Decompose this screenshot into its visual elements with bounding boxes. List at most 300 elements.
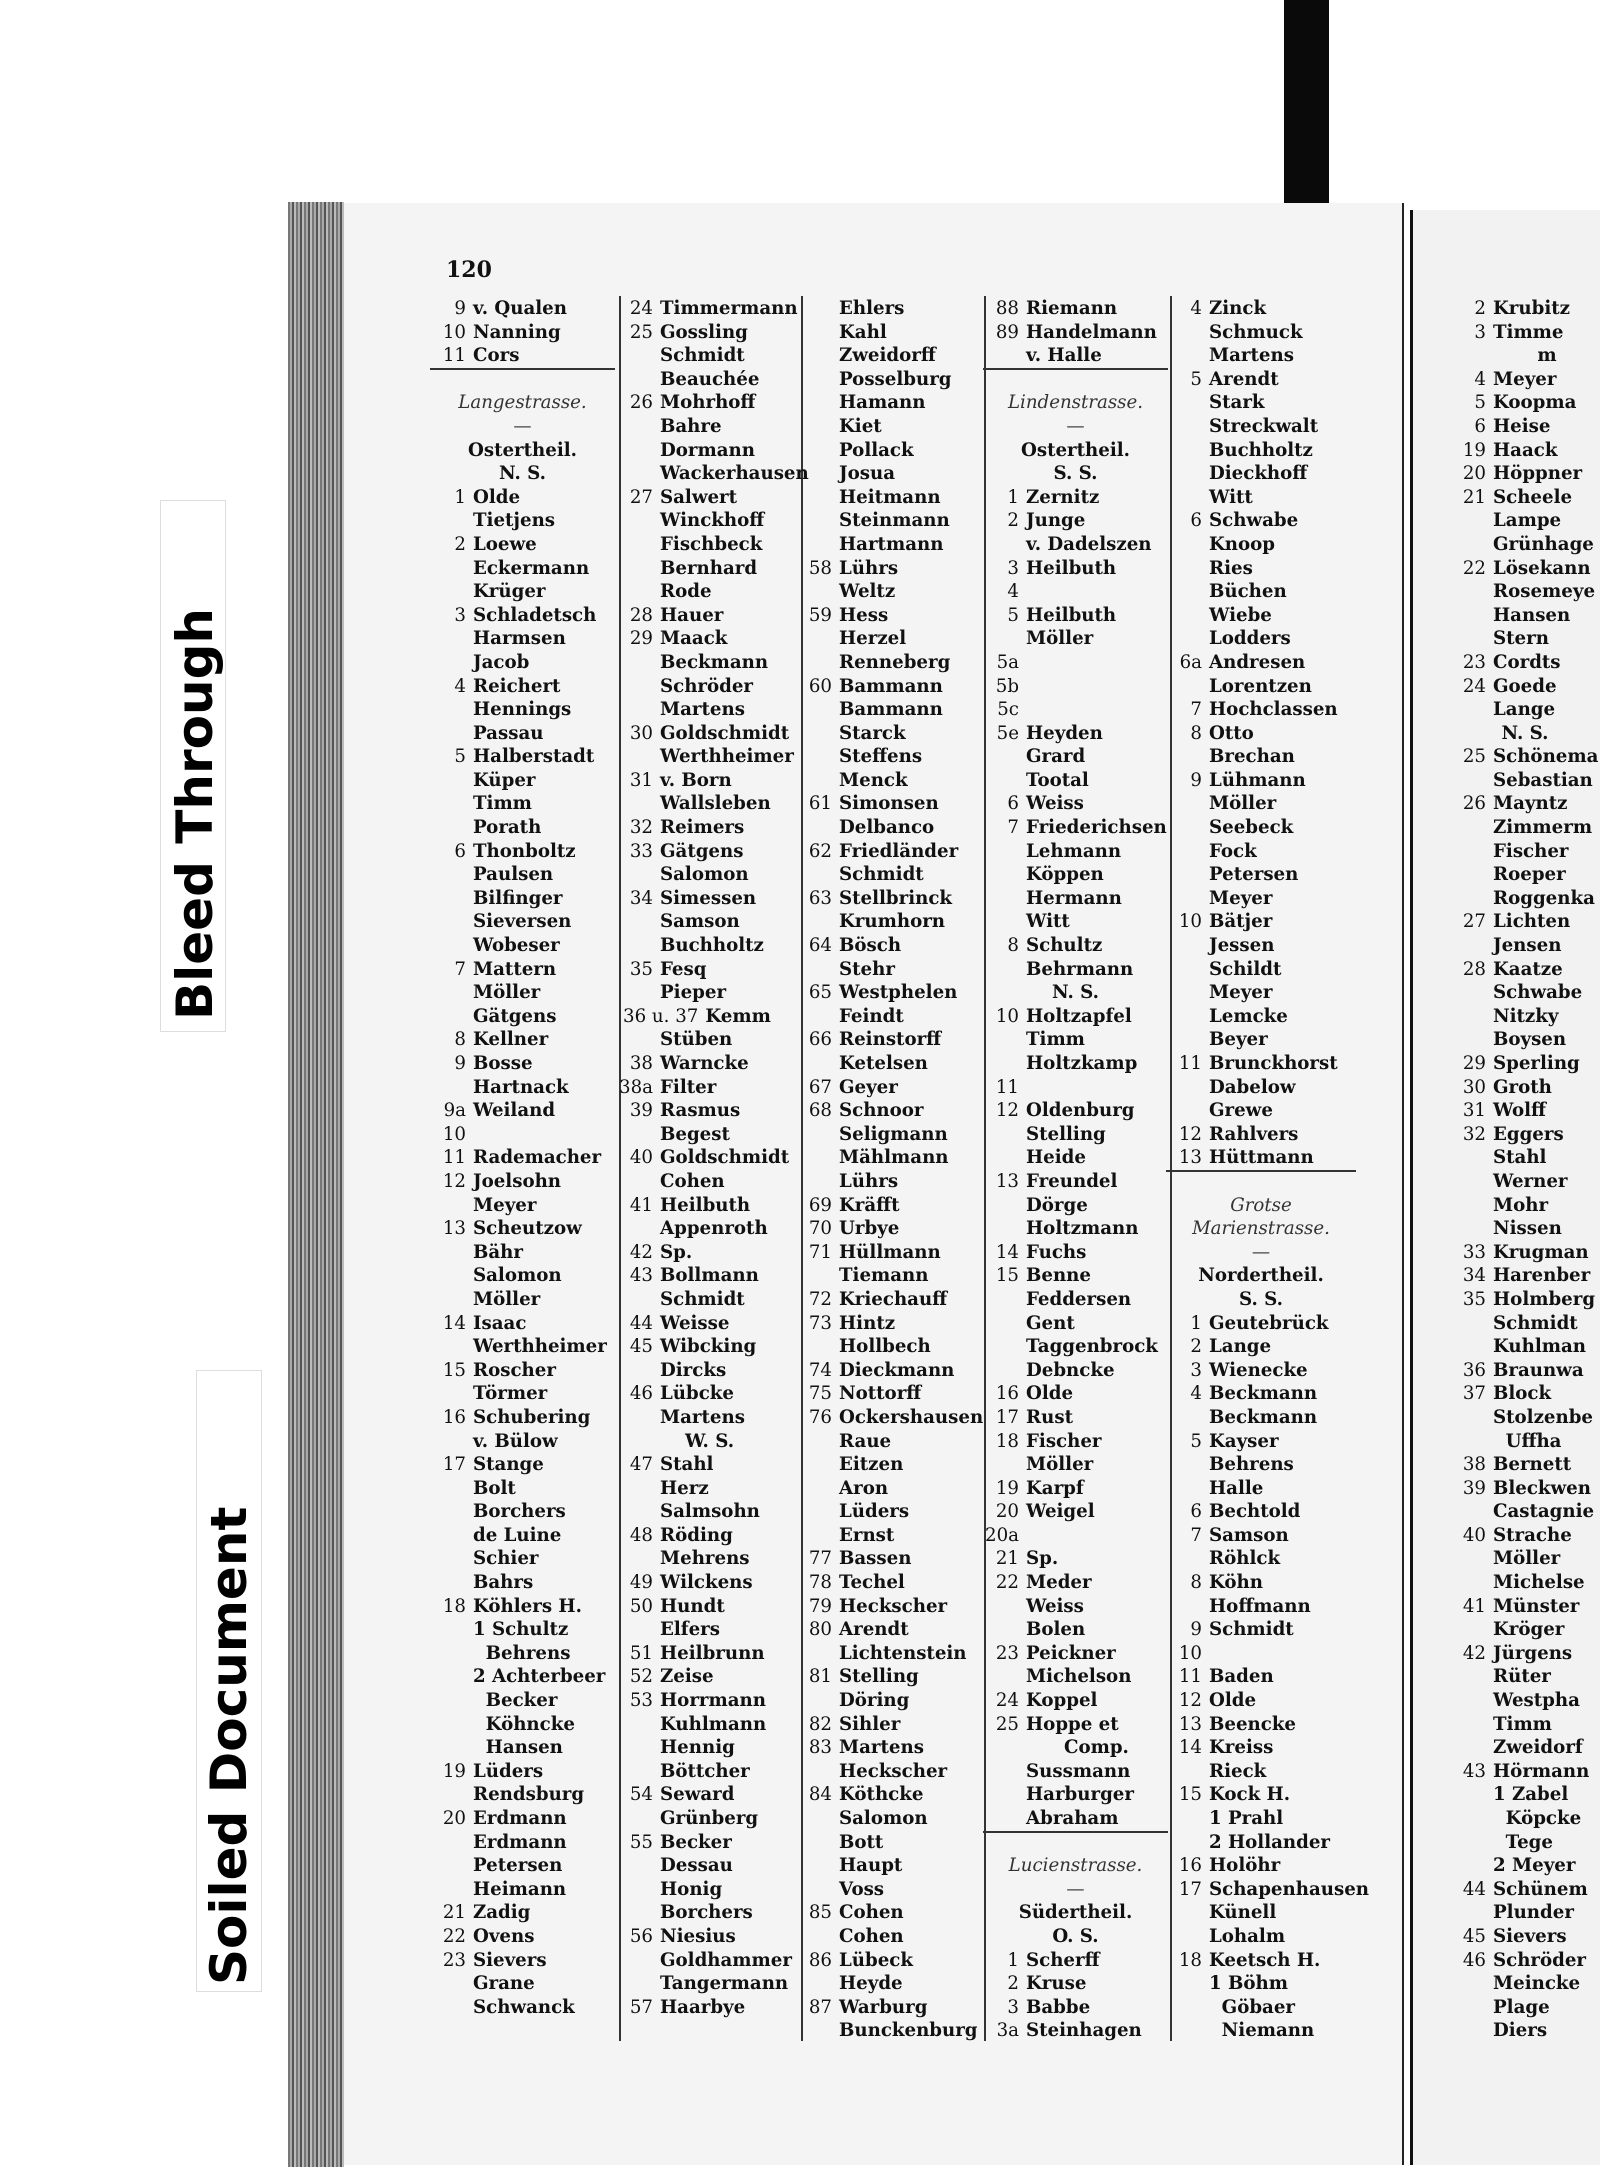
resident-name: Schröder: [1493, 1949, 1587, 1971]
house-number: 23: [995, 1642, 1019, 1664]
resident-name: Cohen: [839, 1902, 904, 1924]
resident-name: Eitzen: [839, 1454, 904, 1476]
directory-entry: [430, 1736, 615, 1760]
resident-name: Kuhlmann: [660, 1713, 767, 1735]
directory-entry: [983, 1335, 1168, 1359]
resident-name: Martens: [1209, 345, 1294, 367]
directory-entry: [796, 1996, 981, 2020]
resident-name: 2 Hollander: [1209, 1831, 1330, 1853]
directory-entry: [1450, 1524, 1600, 1548]
resident-name: Jürgens: [1493, 1642, 1573, 1664]
directory-entry: [617, 1005, 802, 1029]
resident-name: Behrens: [473, 1642, 571, 1664]
resident-name: v. Bülow: [473, 1430, 558, 1452]
resident-name: Hörmann: [1493, 1760, 1590, 1782]
house-number: 24: [1462, 675, 1486, 697]
resident-name: Fischbeck: [660, 533, 763, 555]
directory-entry: [617, 1500, 802, 1524]
resident-name: Rust: [1026, 1406, 1073, 1428]
directory-entry: [796, 745, 981, 769]
house-number: 10: [442, 321, 466, 343]
section-rule: [983, 368, 1168, 392]
directory-entry: [617, 958, 802, 982]
resident-name: Seward: [660, 1784, 735, 1806]
resident-name: Petersen: [1209, 864, 1299, 886]
directory-entry: [430, 1760, 615, 1784]
directory-entry: [617, 675, 802, 699]
directory-entry: [1450, 1878, 1600, 1902]
directory-entry: [1166, 1807, 1356, 1831]
directory-entry: [1166, 1146, 1356, 1170]
directory-entry: [983, 580, 1168, 604]
directory-entry: [796, 1359, 981, 1383]
resident-name: Fesq: [660, 958, 707, 980]
resident-name: Weltz: [839, 581, 896, 603]
resident-name: Bahre: [660, 415, 722, 437]
section-rule: [1166, 1170, 1356, 1194]
directory-entry: [983, 1099, 1168, 1123]
directory-entry: [430, 675, 615, 699]
resident-name: Starck: [839, 722, 906, 744]
directory-entry: [1166, 651, 1356, 675]
resident-name: Büchen: [1209, 581, 1287, 603]
house-number: 81: [808, 1666, 832, 1688]
resident-name: Schwabe: [1209, 510, 1299, 532]
house-number: 5: [1190, 1430, 1202, 1452]
house-number: 46: [629, 1383, 653, 1405]
resident-name: Bott: [839, 1831, 884, 1853]
resident-name: Weisse: [660, 1312, 730, 1334]
house-number: 18: [442, 1595, 466, 1617]
resident-name: Heilbrunn: [660, 1642, 765, 1664]
resident-name: Porath: [473, 817, 542, 839]
resident-name: Lühmann: [1209, 769, 1306, 791]
resident-name: Samson: [1209, 1524, 1289, 1546]
resident-name: Heilbuth: [1026, 604, 1117, 626]
house-number: 10: [1178, 1642, 1202, 1664]
resident-name: Heyden: [1026, 722, 1103, 744]
directory-entry: [1450, 1194, 1600, 1218]
directory-entry: [1166, 698, 1356, 722]
resident-name: Bolt: [473, 1477, 516, 1499]
directory-entry: [1450, 297, 1600, 321]
directory-entry: [983, 769, 1168, 793]
directory-entry: [1450, 840, 1600, 864]
house-number: 6: [454, 840, 466, 862]
directory-entry: [1450, 1312, 1600, 1336]
directory-entry: [430, 981, 615, 1005]
directory-entry: [983, 1430, 1168, 1454]
resident-name: Kellner: [473, 1029, 549, 1051]
directory-entry: [1450, 1382, 1600, 1406]
directory-entry: [1450, 887, 1600, 911]
directory-entry: [430, 1689, 615, 1713]
house-number: 25: [995, 1713, 1019, 1735]
resident-name: Wallsleben: [660, 793, 771, 815]
resident-name: Thonboltz: [473, 840, 576, 862]
resident-name: Fuchs: [1026, 1241, 1087, 1263]
resident-name: Schmidt: [1209, 1619, 1294, 1641]
directory-entry: [1450, 792, 1600, 816]
resident-name: Scheele: [1493, 486, 1573, 508]
resident-name: Diers: [1493, 2020, 1548, 2042]
directory-entry: [1450, 1713, 1600, 1737]
directory-entry: [983, 297, 1168, 321]
directory-entry: [1450, 745, 1600, 769]
directory-entry: [983, 745, 1168, 769]
house-number: 39: [1462, 1477, 1486, 1499]
directory-entry: [1450, 1642, 1600, 1666]
house-number: 5b: [995, 675, 1019, 697]
directory-entry: [617, 1571, 802, 1595]
directory-entry: [617, 1736, 802, 1760]
directory-entry: [1450, 1665, 1600, 1689]
resident-name: de Luine: [473, 1524, 562, 1546]
resident-name: Nottorff: [839, 1383, 922, 1405]
directory-entry: [430, 1713, 615, 1737]
street-heading: Lindenstrasse.: [1007, 392, 1144, 414]
directory-entry: [983, 1194, 1168, 1218]
resident-name: Rendsburg: [473, 1784, 585, 1806]
directory-entry: [430, 887, 615, 911]
directory-entry: [1450, 1453, 1600, 1477]
resident-name: Olde: [1026, 1383, 1074, 1405]
resident-name: Friederichsen: [1026, 817, 1167, 839]
resident-name: Krüger: [473, 581, 546, 603]
house-number: 60: [808, 675, 832, 697]
resident-name: Kahl: [839, 321, 887, 343]
resident-name: Zweidorff: [839, 345, 936, 367]
resident-name: Hansen: [473, 1737, 563, 1759]
house-number: 75: [808, 1383, 832, 1405]
resident-name: Rüter: [1493, 1666, 1551, 1688]
directory-entry: [1450, 1288, 1600, 1312]
resident-name: Lemcke: [1209, 1005, 1288, 1027]
resident-name: v. Dadelszen: [1026, 533, 1152, 555]
directory-entry: [430, 486, 615, 510]
house-number: 38a: [619, 1076, 653, 1098]
directory-entry: [617, 344, 802, 368]
resident-name: Rieck: [1209, 1760, 1267, 1782]
resident-name: Schmidt: [1493, 1312, 1578, 1334]
resident-name: Stüben: [660, 1029, 733, 1051]
directory-entry: [1166, 1312, 1356, 1336]
resident-name: Benne: [1026, 1265, 1091, 1287]
resident-name: Schier: [473, 1548, 539, 1570]
resident-name: Schapenhausen: [1209, 1878, 1369, 1900]
resident-name: Feindt: [839, 1005, 904, 1027]
house-number: 29: [1462, 1053, 1486, 1074]
house-number: 5e: [996, 722, 1019, 744]
directory-entry: [617, 1123, 802, 1147]
directory-entry: [430, 863, 615, 887]
house-number: 7: [454, 958, 466, 980]
directory-entry: [430, 1783, 615, 1807]
directory-entry: [430, 792, 615, 816]
resident-name: Halle: [1209, 1477, 1264, 1499]
house-number: 84: [808, 1784, 832, 1806]
resident-name: Mehrens: [660, 1548, 750, 1570]
resident-name: Westphelen: [839, 982, 958, 1004]
directory-entry: [1166, 1359, 1356, 1383]
house-number: 31: [1462, 1100, 1486, 1122]
resident-name: Halberstadt: [473, 746, 595, 768]
house-number: 89: [995, 321, 1019, 343]
resident-name: Lüders: [473, 1760, 544, 1782]
directory-entry: [983, 1996, 1168, 2020]
directory-entry: [1450, 344, 1600, 368]
resident-name: Hoffmann: [1209, 1595, 1311, 1617]
directory-entry: [430, 698, 615, 722]
resident-name: Böttcher: [660, 1760, 750, 1782]
section-label: S. S.: [1239, 1288, 1283, 1310]
resident-name: Jensen: [1493, 935, 1562, 957]
resident-name: Heimann: [473, 1878, 567, 1900]
resident-name: Holtzkamp: [1026, 1053, 1138, 1074]
resident-name: Jessen: [1209, 935, 1275, 957]
resident-name: Schwanck: [473, 1996, 575, 2018]
resident-name: Feddersen: [1026, 1288, 1132, 1310]
directory-entry: [430, 1241, 615, 1265]
house-number: 3: [1474, 321, 1486, 343]
house-number: 64: [808, 935, 832, 957]
resident-name: Steffens: [839, 746, 923, 768]
house-number: 61: [808, 793, 832, 815]
house-number: 71: [808, 1241, 832, 1263]
directory-entry: [796, 580, 981, 604]
resident-name: Meder: [1026, 1572, 1092, 1594]
directory-entry: [983, 698, 1168, 722]
house-number: 17: [442, 1454, 466, 1476]
directory-entry: [430, 1901, 615, 1925]
directory-entry: [796, 1949, 981, 1973]
house-number: 8: [1190, 722, 1202, 744]
house-number: 9: [454, 298, 466, 319]
resident-name: Kräfft: [839, 1194, 900, 1216]
directory-entry: [796, 1547, 981, 1571]
directory-entry: [617, 557, 802, 581]
directory-entry: [430, 1217, 615, 1241]
house-number: 10: [995, 1005, 1019, 1027]
resident-name: Heilbuth: [1026, 557, 1117, 579]
directory-entry: [1450, 627, 1600, 651]
directory-entry: [1166, 1901, 1356, 1925]
resident-name: Röding: [660, 1524, 733, 1546]
resident-name: Cohen: [660, 1170, 725, 1192]
resident-name: Küper: [473, 769, 536, 791]
house-number: 2: [1007, 1973, 1019, 1995]
resident-name: Meincke: [1493, 1973, 1581, 1995]
directory-entry: [1166, 1760, 1356, 1784]
house-number: 16: [442, 1406, 466, 1428]
resident-name: Maack: [660, 628, 728, 650]
directory-entry: [430, 297, 615, 321]
house-number: 44: [629, 1312, 653, 1334]
directory-entry: [1166, 1028, 1356, 1052]
resident-name: Plunder: [1493, 1902, 1574, 1924]
directory-entry: [1166, 1052, 1356, 1076]
resident-name: Zinck: [1209, 298, 1267, 319]
directory-entry: [983, 722, 1168, 746]
resident-name: Urbye: [839, 1218, 900, 1240]
resident-name: Heitmann: [839, 486, 941, 508]
directory-entry: [430, 722, 615, 746]
directory-entry: [1450, 1146, 1600, 1170]
house-number: 15: [442, 1359, 466, 1381]
directory-entry: [796, 958, 981, 982]
directory-entry: [430, 557, 615, 581]
directory-entry: [1450, 1901, 1600, 1925]
resident-name: Hochclassen: [1209, 699, 1338, 721]
directory-entry: [796, 1028, 981, 1052]
house-number: 47: [629, 1454, 653, 1476]
house-number: 48: [629, 1524, 653, 1546]
directory-entry: [1166, 958, 1356, 982]
house-number: 78: [808, 1572, 832, 1594]
resident-name: Bosse: [473, 1053, 533, 1074]
resident-name: Westpha: [1493, 1690, 1580, 1712]
directory-entry: [983, 934, 1168, 958]
resident-name: Winckhoff: [660, 510, 765, 532]
resident-name: Heide: [1026, 1147, 1086, 1169]
directory-entry: [617, 321, 802, 345]
directory-entry: [983, 1477, 1168, 1501]
directory-entry: [430, 1028, 615, 1052]
resident-name: Künell: [1209, 1902, 1277, 1924]
resident-name: Martens: [660, 699, 745, 721]
house-number: 16: [1178, 1855, 1202, 1877]
house-number: 46: [1462, 1949, 1486, 1971]
directory-entry: [1450, 651, 1600, 675]
resident-name: Arendt: [1209, 368, 1279, 390]
directory-entry: [1166, 391, 1356, 415]
resident-name: Ehlers: [839, 298, 905, 319]
resident-name: Harenber: [1493, 1265, 1591, 1287]
resident-name: Rahlvers: [1209, 1123, 1299, 1145]
resident-name: Köppen: [1026, 864, 1104, 886]
house-number: 14: [995, 1241, 1019, 1263]
resident-name: Schröder: [660, 675, 754, 697]
directory-entry: [617, 769, 802, 793]
directory-entry: [1166, 1925, 1356, 1949]
resident-name: Uffha: [1493, 1430, 1562, 1452]
directory-entry: [617, 934, 802, 958]
resident-name: Plage: [1493, 1996, 1550, 2018]
resident-name: Stark: [1209, 392, 1265, 414]
house-number: 35: [1462, 1288, 1486, 1310]
house-number: 25: [1462, 746, 1486, 768]
house-number: 31: [629, 769, 653, 791]
directory-entry: [617, 698, 802, 722]
directory-entry: [430, 1005, 615, 1029]
house-number: 12: [1178, 1123, 1202, 1145]
house-number: 34: [1462, 1265, 1486, 1287]
house-number: 7: [1190, 699, 1202, 721]
resident-name: Roggenka: [1493, 887, 1595, 909]
resident-name: Menck: [839, 769, 908, 791]
resident-name: Bunckenburg: [839, 2020, 978, 2042]
resident-name: Köhlers H.: [473, 1595, 582, 1617]
directory-entry: [617, 1831, 802, 1855]
resident-name: Schmuck: [1209, 321, 1303, 343]
resident-name: Kuhlman: [1493, 1336, 1587, 1358]
house-number: 16: [995, 1383, 1019, 1405]
directory-entry: [1450, 1949, 1600, 1973]
house-number: 3: [1007, 557, 1019, 579]
directory-entry: [1450, 958, 1600, 982]
resident-name: Brunckhorst: [1209, 1053, 1338, 1074]
house-number: 40: [1462, 1524, 1486, 1546]
house-number: 33: [1462, 1241, 1486, 1263]
section-label: W. S.: [684, 1430, 735, 1452]
directory-entry: [617, 1713, 802, 1737]
resident-name: Grewe: [1209, 1100, 1273, 1122]
house-number: 41: [629, 1194, 653, 1216]
directory-column: [1166, 297, 1369, 2043]
house-number: 51: [629, 1642, 653, 1664]
directory-entry: [1166, 1524, 1356, 1548]
resident-name: Schultz: [1026, 935, 1103, 957]
resident-name: Buchholtz: [1209, 439, 1313, 461]
resident-name: Bätjer: [1209, 911, 1273, 933]
directory-entry: [430, 1878, 615, 1902]
house-number: 7: [1007, 817, 1019, 839]
resident-name: Koopma: [1493, 392, 1577, 414]
resident-name: Filter: [660, 1076, 717, 1098]
directory-entry: [1166, 415, 1356, 439]
resident-name: Mattern: [473, 958, 557, 980]
house-number: 6: [1190, 1501, 1202, 1523]
resident-name: Sievers: [1493, 1925, 1567, 1947]
house-number: 70: [808, 1218, 832, 1240]
directory-entry: [617, 863, 802, 887]
resident-name: Dieckmann: [839, 1359, 955, 1381]
resident-name: Babbe: [1026, 1996, 1091, 2018]
directory-entry: [983, 344, 1168, 368]
directory-entry: [1166, 344, 1356, 368]
directory-entry: [796, 368, 981, 392]
resident-name: Möller: [1026, 1454, 1094, 1476]
directory-entry: [796, 887, 981, 911]
directory-entry: [796, 1689, 981, 1713]
house-number: 6: [1007, 793, 1019, 815]
directory-entry: [430, 1665, 615, 1689]
directory-entry: [796, 1736, 981, 1760]
house-number: 83: [808, 1737, 832, 1759]
resident-name: Keetsch H.: [1209, 1949, 1321, 1971]
directory-entry: [1450, 1217, 1600, 1241]
directory-entry: [1450, 1854, 1600, 1878]
house-number: 23: [1462, 651, 1486, 673]
directory-entry: [1166, 1878, 1369, 1902]
resident-name: Goldhammer: [660, 1949, 792, 1971]
house-number: 29: [629, 628, 653, 650]
directory-entry: [430, 1547, 615, 1571]
resident-name: Dessau: [660, 1855, 733, 1877]
directory-entry: [430, 1288, 615, 1312]
heading-dash: —: [1251, 1241, 1271, 1263]
directory-entry: [430, 1406, 615, 1430]
directory-entry: [1166, 580, 1356, 604]
resident-name: Fischer: [1493, 840, 1569, 862]
house-number: 58: [808, 557, 832, 579]
section-rule: [430, 368, 615, 392]
resident-name: Zernitz: [1026, 486, 1100, 508]
section-label: Ostertheil.: [468, 439, 577, 461]
resident-name: Streckwalt: [1209, 415, 1319, 437]
directory-entry: [1450, 934, 1600, 958]
directory-entry: [796, 1595, 981, 1619]
